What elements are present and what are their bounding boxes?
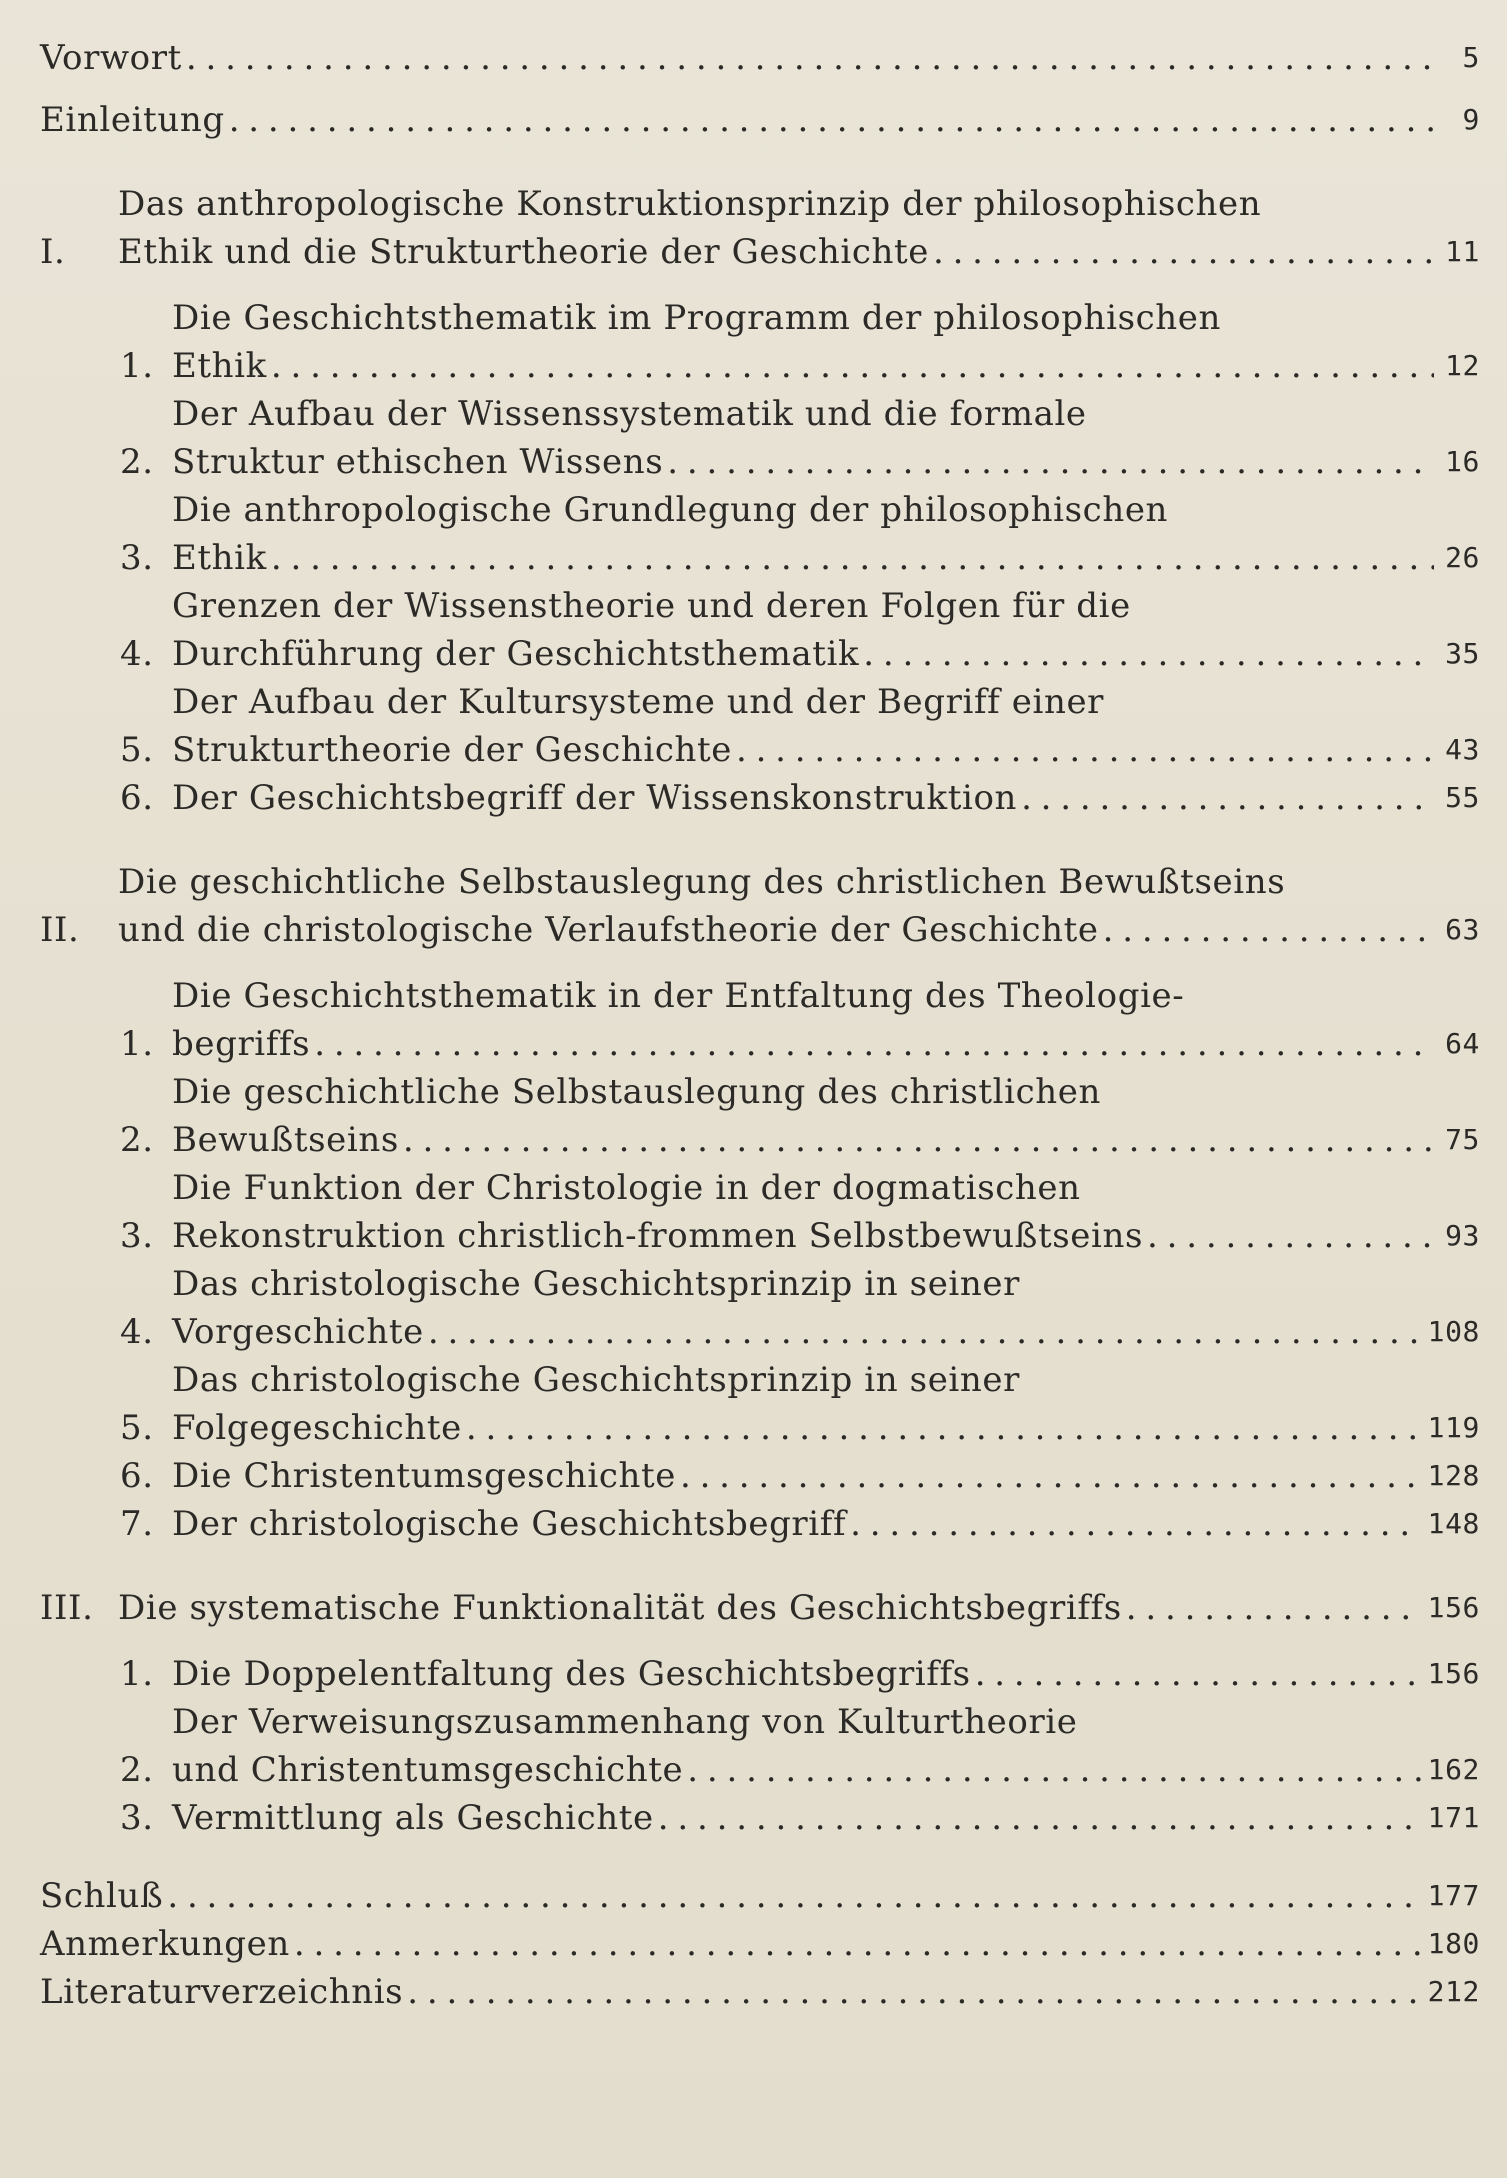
entry-title: Vorgeschichte (172, 1312, 424, 1352)
entry-title-line: Grenzen der Wissenstheorie und deren Folgen für die (172, 586, 1131, 626)
entry-title: Die Christentumsgeschichte (172, 1456, 676, 1496)
chapter-entry (120, 1260, 1480, 1356)
dot-leader (687, 1746, 1421, 1794)
entry-number: III. (40, 1588, 94, 1628)
chapter-entry (120, 678, 1480, 774)
entry-title: Einleitung (40, 100, 225, 140)
dot-leader (186, 34, 1434, 82)
entry-title-line: Die Geschichtsthematik in der Entfaltung des Theologie- (172, 976, 1185, 1016)
part-heading (40, 180, 1480, 276)
entry-title-line: Die geschichtliche Selbstauslegung des christlichen (172, 1072, 1101, 1112)
dot-leader (667, 438, 1434, 486)
entry-title-line: Der Aufbau der Kultursysteme und der Begriff einer (172, 682, 1105, 722)
entry-title-line: Der Verweisungszusammenhang von Kulturtheorie (172, 1702, 1078, 1742)
entry-number: 1. (120, 1654, 154, 1694)
entry-title: Ethik (172, 538, 267, 578)
chapter-entry (120, 972, 1480, 1068)
entry-title: Anmerkungen (40, 1924, 290, 1964)
entry-title: Die systematische Funktionalität des Geschichtsbegriffs (118, 1588, 1122, 1628)
page-number: 162 (1427, 1753, 1480, 1786)
back-matter-entry (40, 1968, 1480, 2016)
page-number: 93 (1445, 1219, 1480, 1252)
entry-title: Der Geschichtsbegriff der Wissenskonstruktion (172, 778, 1018, 818)
page-number: 55 (1445, 781, 1480, 814)
entry-title-line: Das christologische Geschichtsprinzip in seiner (172, 1360, 1020, 1400)
entry-title: Literaturverzeichnis (40, 1972, 404, 2012)
dot-leader (1126, 1584, 1422, 1632)
page-number: 12 (1445, 349, 1480, 382)
page-number: 64 (1445, 1027, 1480, 1060)
page-number: 43 (1445, 733, 1480, 766)
entry-number: 3. (120, 1216, 154, 1256)
back-matter-entry (40, 1920, 1480, 1968)
chapter-entry (120, 1698, 1480, 1794)
entry-title: Ethik (172, 346, 267, 386)
dot-leader (407, 1968, 1421, 2016)
entry-title: Folgegeschichte (172, 1408, 462, 1448)
back-matter-entry (40, 1872, 1480, 1920)
dot-leader (933, 228, 1434, 276)
entry-number: I. (40, 232, 66, 272)
page-number: 11 (1445, 235, 1480, 268)
page-number: 5 (1462, 41, 1480, 74)
part-heading (40, 1584, 1480, 1632)
dot-leader (403, 1116, 1434, 1164)
dot-leader (294, 1920, 1422, 1968)
dot-leader (271, 534, 1434, 582)
entry-number: 5. (120, 730, 154, 770)
page-number: 148 (1427, 1507, 1480, 1540)
page-number: 75 (1445, 1123, 1480, 1156)
dot-leader (271, 342, 1434, 390)
page-number: 156 (1427, 1591, 1480, 1624)
page-number: 16 (1445, 445, 1480, 478)
entry-number: 2. (120, 442, 154, 482)
page-number: 119 (1427, 1411, 1480, 1444)
entry-title: Vermittlung als Geschichte (172, 1798, 654, 1838)
dot-leader (1103, 906, 1434, 954)
entry-title-line: Der Aufbau der Wissenssystematik und die formale (172, 394, 1087, 434)
chapter-entry (120, 1068, 1480, 1164)
page-number: 63 (1445, 913, 1480, 946)
chapter-entry (120, 1650, 1480, 1698)
entry-title-line: Die anthropologische Grundlegung der philosophischen (172, 490, 1169, 530)
chapter-entry (120, 486, 1480, 582)
front-matter-entry (40, 96, 1480, 144)
entry-number: 3. (120, 538, 154, 578)
entry-title-line: Die Geschichtsthematik im Programm der philosophischen (172, 298, 1221, 338)
dot-leader (863, 630, 1434, 678)
chapter-entry (120, 1794, 1480, 1842)
entry-number: 2. (120, 1750, 154, 1790)
entry-number: 6. (120, 778, 154, 818)
chapter-entry (120, 774, 1480, 822)
dot-leader (314, 1020, 1434, 1068)
dot-leader (658, 1794, 1422, 1842)
page-number: 9 (1462, 103, 1480, 136)
dot-leader (1021, 774, 1434, 822)
entry-title: und die christologische Verlaufstheorie der Geschichte (118, 910, 1099, 950)
entry-title: Die Doppelentfaltung des Geschichtsbegriffs (172, 1654, 971, 1694)
page-number: 128 (1427, 1459, 1480, 1492)
page-number: 35 (1445, 637, 1480, 670)
page-number: 180 (1427, 1927, 1480, 1960)
entry-number: 5. (120, 1408, 154, 1448)
dot-leader (975, 1650, 1422, 1698)
entry-number: 2. (120, 1120, 154, 1160)
front-matter-entry (40, 34, 1480, 82)
entry-number: 4. (120, 634, 154, 674)
dot-leader (428, 1308, 1422, 1356)
page-number: 26 (1445, 541, 1480, 574)
dot-leader (850, 1500, 1421, 1548)
entry-title: begriffs (172, 1024, 311, 1064)
entry-number: 4. (120, 1312, 154, 1352)
entry-title: Struktur ethischen Wissens (172, 442, 664, 482)
dot-leader (167, 1872, 1421, 1920)
entry-title-line: Das christologische Geschichtsprinzip in seiner (172, 1264, 1020, 1304)
chapter-entry (120, 294, 1480, 390)
entry-number: 7. (120, 1504, 154, 1544)
table-of-contents (40, 20, 1480, 2016)
entry-title: Ethik und die Strukturtheorie der Geschichte (118, 232, 929, 272)
entry-title: Strukturtheorie der Geschichte (172, 730, 732, 770)
entry-number: 6. (120, 1456, 154, 1496)
part-heading (40, 858, 1480, 954)
dot-leader (680, 1452, 1422, 1500)
entry-title: Der christologische Geschichtsbegriff (172, 1504, 847, 1544)
page-number: 171 (1427, 1801, 1480, 1834)
entry-title: Vorwort (40, 38, 182, 78)
chapter-entry (120, 390, 1480, 486)
entry-number: 1. (120, 1024, 154, 1064)
entry-number: II. (40, 910, 80, 950)
page-number: 212 (1427, 1975, 1480, 2008)
page-number: 108 (1427, 1315, 1480, 1348)
entry-title: Rekonstruktion christlich-frommen Selbstbewußtseins (172, 1216, 1144, 1256)
page-number: 156 (1427, 1657, 1480, 1690)
entry-title: Schluß (40, 1876, 164, 1916)
page-number: 177 (1427, 1879, 1480, 1912)
entry-title: Durchführung der Geschichtsthematik (172, 634, 860, 674)
entry-title-line: Die geschichtliche Selbstauslegung des christlichen Bewußtseins (118, 862, 1286, 902)
entry-number: 3. (120, 1798, 154, 1838)
chapter-entry (120, 1356, 1480, 1452)
dot-leader (1147, 1212, 1434, 1260)
entry-title: und Christentumsgeschichte (172, 1750, 684, 1790)
entry-number: 1. (120, 346, 154, 386)
chapter-entry (120, 1452, 1480, 1500)
dot-leader (466, 1404, 1422, 1452)
dot-leader (736, 726, 1434, 774)
chapter-entry (120, 582, 1480, 678)
entry-title-line: Das anthropologische Konstruktionsprinzip der philosophischen (118, 184, 1262, 224)
entry-title: Bewußtseins (172, 1120, 399, 1160)
dot-leader (229, 96, 1434, 144)
entry-title-line: Die Funktion der Christologie in der dogmatischen (172, 1168, 1081, 1208)
chapter-entry (120, 1500, 1480, 1548)
chapter-entry (120, 1164, 1480, 1260)
